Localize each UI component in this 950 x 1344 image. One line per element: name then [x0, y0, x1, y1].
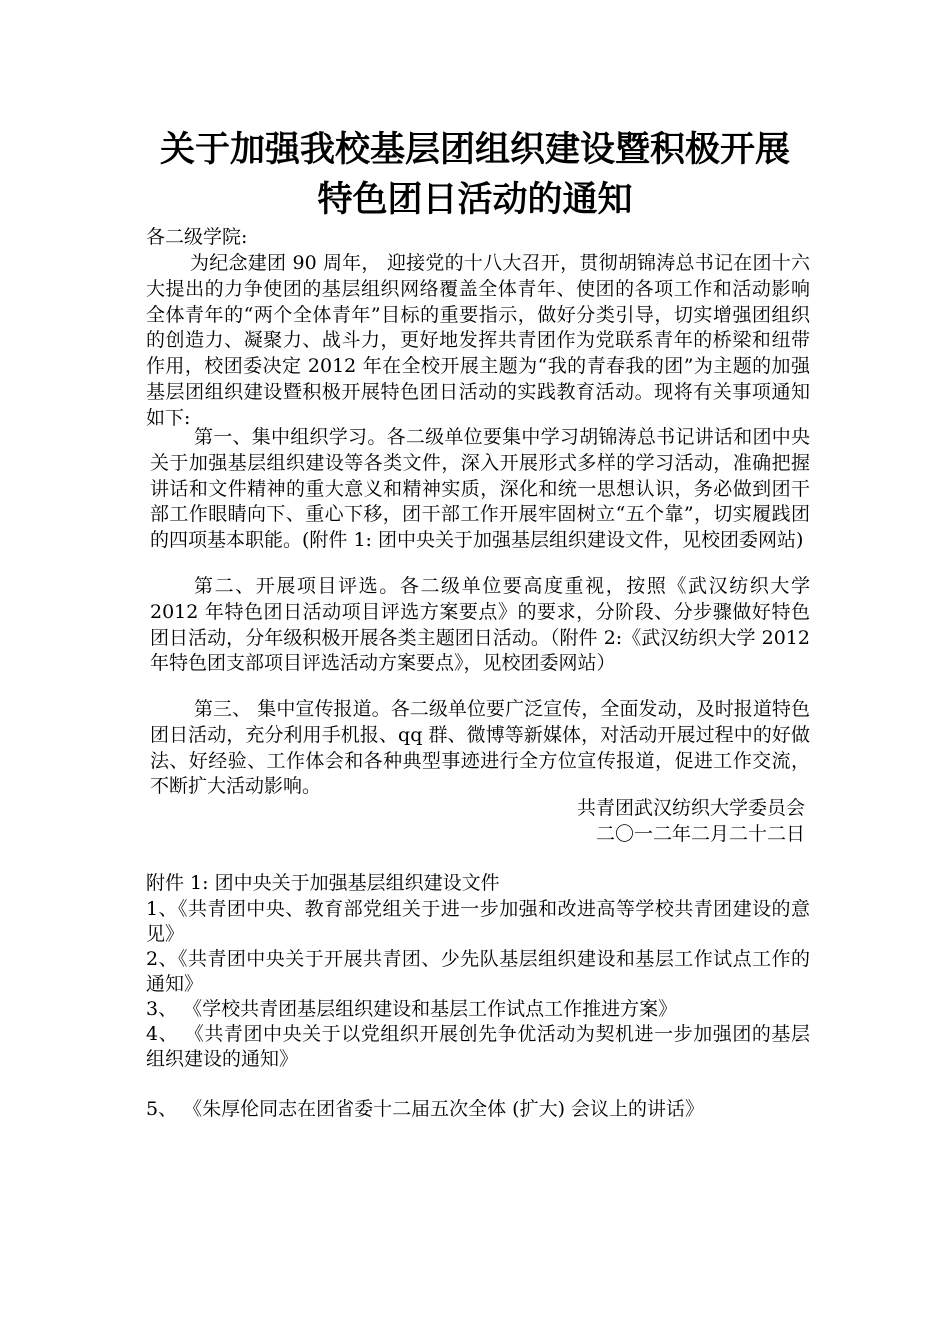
attachment-item: 1、《共青团中央、教育部党组关于进一步加强和改进高等学校共青团建设的意见》	[146, 898, 810, 945]
paragraph-first: 第一、集中组织学习。各二级单位要集中学习胡锦涛总书记讲话和团中央关于加强基层组织建设等各类文件，深入开展形式多样的学习活动，准确把握讲话和文件精神的重大意义和精神实质，深化和统一思想认识，务必做到团干部工作眼睛向下、重心下移，团干部工作开展牢固树立“五个靠”，切实履践团的四项基本职能。(附件 1: 团中央关于加强基层组织建设文件，见校团委网站)	[150, 426, 810, 552]
attachment-item: 2、《共青团中央关于开展共青团、少先队基层组织建设和基层工作试点工作的通知》	[146, 948, 810, 995]
signature-organization: 共青团武汉纺织大学委员会	[576, 797, 805, 819]
document-title-line-2: 特色团日活动的通知	[317, 180, 633, 220]
paragraph-second: 第二、开展项目评选。各二级单位要高度重视，按照《武汉纺织大学 2012 年特色团日活动项目评选方案要点》的要求，分阶段、分步骤做好特色团日活动，分年级积极开展各类主题团日活动。（附件 2:《武汉纺织大学 2012 年特色团支部项目评选活动方案要点》，见校团委网站）	[150, 575, 810, 675]
signature-date: 二〇一二年二月二十二日	[595, 823, 805, 845]
attachment-heading: 附件 1: 团中央关于加强基层组织建设文件	[146, 872, 500, 894]
attachment-item: 3、 《学校共青团基层组织建设和基层工作试点工作推进方案》	[146, 998, 678, 1020]
attachment-item: 4、 《共青团中央关于以党组织开展创先争优活动为契机进一步加强团的基层组织建设的通知》	[146, 1023, 810, 1070]
salutation: 各二级学院:	[146, 226, 248, 248]
attachment-item: 5、 《朱厚伦同志在团省委十二届五次全体 (扩大) 会议上的讲话》	[146, 1098, 705, 1120]
paragraph-third: 第三、 集中宣传报道。各二级单位要广泛宣传，全面发动，及时报道特色团日活动，充分利用手机报、qq 群、微博等新媒体，对活动开展过程中的好做法、好经验、工作体会和各种典型事迹进行全方位宣传报道，促进工作交流， 不断扩大活动影响。	[150, 698, 810, 798]
paragraph-intro: 为纪念建团 90 周年， 迎接党的十八大召开，贯彻胡锦涛总书记在团十六大提出的力争使团的基层组织网络覆盖全体青年、使团的各项工作和活动影响全体青年的“两个全体青年”目标的重要指示，做好分类引导，切实增强团组织的创造力、凝聚力、战斗力，更好地发挥共青团作为党联系青年的桥梁和纽带作用，校团委决定 2012 年在全校开展主题为“我的青春我的团”为主题的加强基层团组织建设暨积极开展特色团日活动的实践教育活动。现将有关事项通知如下:	[146, 252, 810, 429]
document-title-line-1: 关于加强我校基层团组织建设暨积极开展	[159, 130, 790, 170]
